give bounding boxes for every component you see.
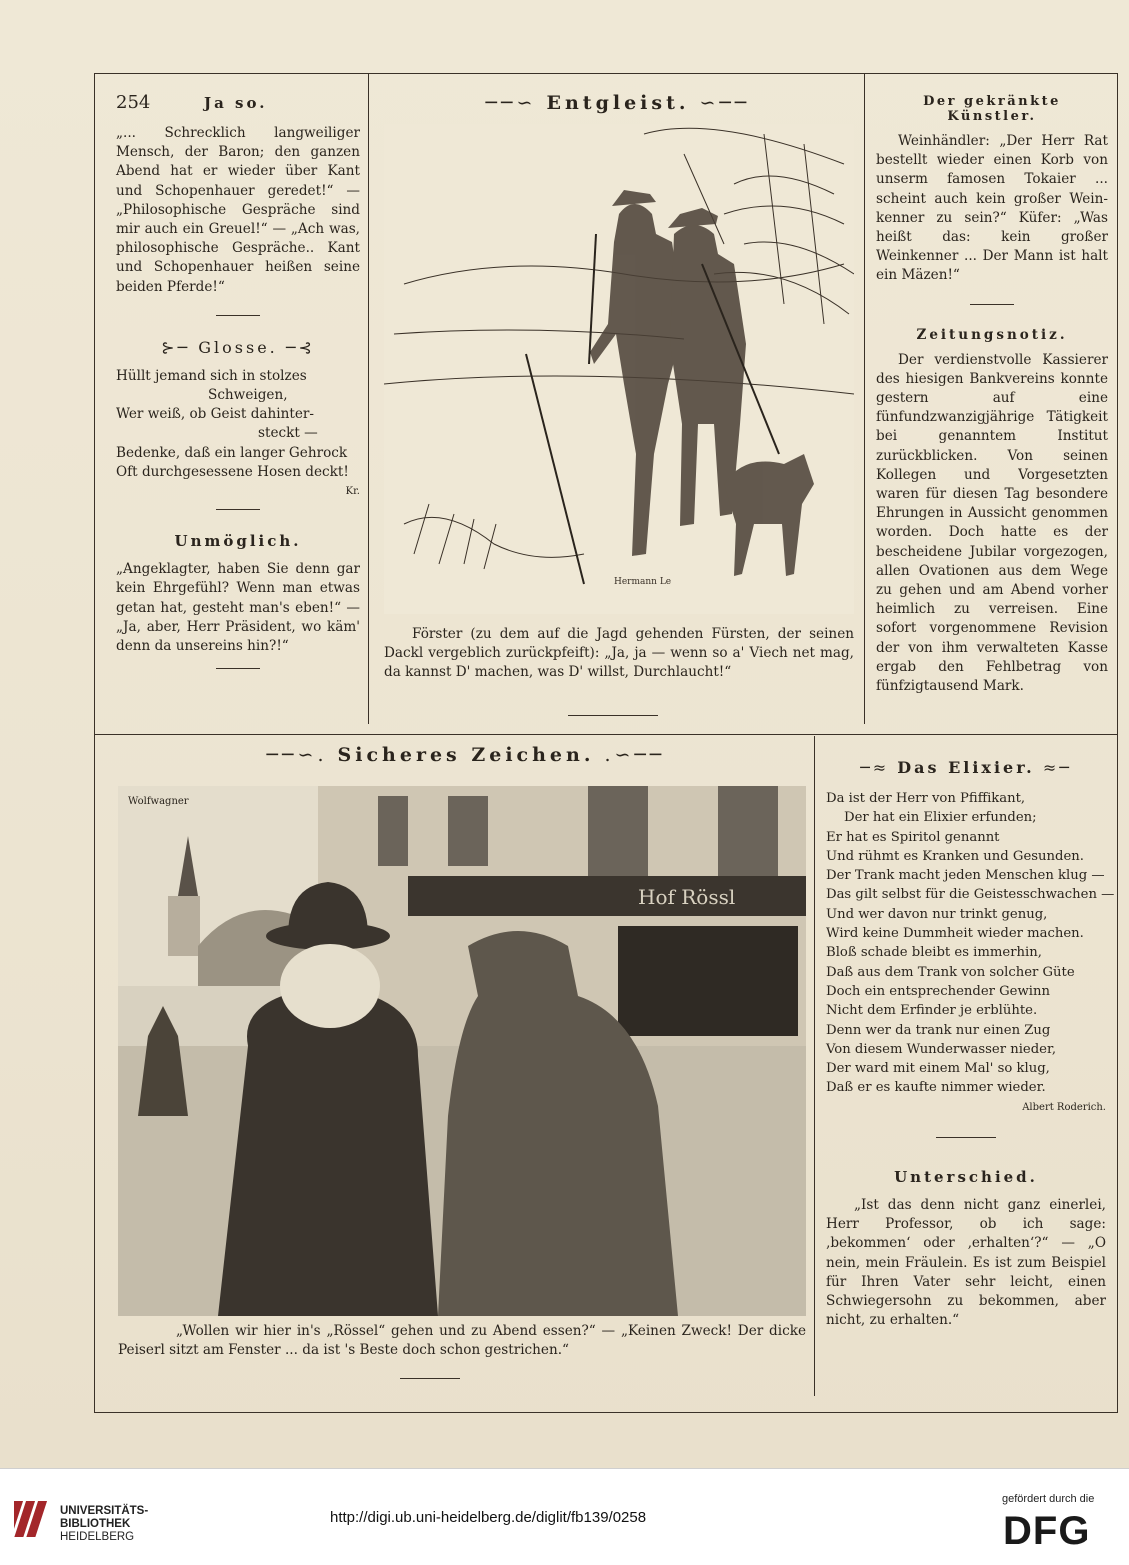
elixier-line: Daß aus dem Trank von solcher Güte (826, 964, 1075, 980)
entgleist-caption-block (384, 625, 854, 683)
street-illustration (118, 786, 806, 1316)
right-lower-column (826, 758, 1115, 1330)
ornament-right: ─⊰ (277, 337, 315, 357)
sponsor-text: gefördert durch die (1002, 1493, 1095, 1505)
ornament-left: ──∽ (485, 92, 547, 114)
elixier-line: Denn wer da trank nur einen Zug (826, 1022, 1051, 1038)
elixier-line: Der ward mit einem Mal' so klug, (826, 1061, 1050, 1077)
bottom-rule (94, 1412, 1118, 1413)
divider (216, 315, 260, 316)
glosse-line: Wer weiß, ob Geist dahinter- (116, 406, 314, 423)
glosse-heading (116, 338, 360, 357)
kuenstler-text: Weinhändler: „Der Herr Rat bestellt wieder einen Korb von unserm famosen Tokaier ... scheint auch kein großer Wein-kenner zu sein?“ Küfer: „Was heißt das: kein großer Weinkenner ... Der Mann ist halt ein Mäzen!“ (876, 133, 1108, 284)
elixier-line: Der hat ein Elixier erfunden; (844, 810, 1037, 826)
glosse-line: Schweigen, (208, 387, 288, 404)
elixier-line: Und wer davon nur trinkt genug, (826, 906, 1048, 922)
dfg-logo: DFG (1003, 1509, 1091, 1553)
column-rule (864, 74, 865, 724)
divider (936, 1137, 996, 1138)
street-drawing (118, 786, 806, 1316)
unmoeglich-title: Unmöglich. (174, 532, 302, 551)
elixier-line: Nicht dem Erfinder je erblühte. (826, 1003, 1038, 1019)
glosse-line: steckt — (258, 425, 318, 442)
elixier-title: Das Elixier. (897, 758, 1035, 777)
sicheres-caption: „Wollen wir hier in's „Rössel“ gehen und zu Abend essen?“ — „Keinen Zweck! Der dicke Peiserl sitzt am Fenster ... da ist 's Beste doch schon gestrichen.“ (118, 1323, 806, 1359)
sicheres-heading-row (110, 744, 822, 766)
unterschied-text: „Ist das denn nicht ganz einerlei, Herr Professor, ob ich sage: ‚bekommen‘ oder ‚erhalten‘?“ — „O nein, mein Fräulein. Es ist zum Beispiel für Ihren Vater sehr leicht, einen Schwiegersohn zu bekommen, aber nicht, zu erhalten.“ (826, 1197, 1106, 1329)
elixier-line: Doch ein entsprechender Gewinn (826, 983, 1050, 999)
digitization-footer (0, 1468, 1129, 1565)
glosse-line: Bedenke, daß ein langer Gehrock (116, 444, 348, 461)
library-logo-icon (14, 1495, 54, 1543)
column-rule (814, 736, 815, 1396)
ornament-right: .∽── (594, 744, 666, 766)
ornament-left: ⊱─ (161, 337, 199, 357)
left-column (116, 92, 360, 669)
elixier-line: Bloß schade bleibt es immerhin, (826, 945, 1042, 961)
glosse-author: Kr. (345, 486, 360, 498)
elixier-line: Das gilt selbst für die Geistesschwachen — (826, 887, 1115, 903)
elixier-line: Er hat es Spiritol genannt (826, 829, 1000, 845)
sicheres-title: Sicheres Zeichen. (337, 744, 595, 766)
elixier-line: Daß er es kaufte nimmer wieder. (826, 1080, 1046, 1096)
library-line: BIBLIOTHEK (60, 1518, 131, 1530)
elixier-line: Der Trank macht jeden Menschen klug — (826, 868, 1105, 884)
ornament-right: ≈─ (1034, 758, 1072, 777)
illustrator-signature: Wolfwagner (128, 796, 189, 807)
column-rule (368, 74, 369, 724)
right-column (876, 94, 1108, 696)
notiz-text: Der verdienstvolle Kassierer des hiesigen Bankvereins konnte gestern auf eine fünfundzwanzigjährige Tätigkeit bei genanntem Institut zurückblicken. Von seinen Kollegen und Vorgesetzten waren für diesen Tag besondere Ehrungen in Aussicht genommen worden. Doch hatte es der bescheidene Jubilar vorgezogen, allen Ovationen aus dem Wege zu gehen und am Abend vorher heimlich zu verreisen. Eine sofort vorgenommene Revision der von ihm verwalteten Kasse ergab den Fehlbetrag von fünfzigtausend Mark. (876, 351, 1108, 695)
elixier-author: Albert Roderich. (1022, 1101, 1106, 1113)
divider (216, 668, 260, 669)
library-line: HEIDELBERG (60, 1531, 135, 1543)
divider (568, 715, 658, 716)
ja-so-title: Ja so. (204, 94, 268, 112)
sicheres-heading (110, 744, 822, 766)
glosse-title: Glosse. (198, 337, 278, 357)
ornament-right: ∽── (689, 92, 751, 114)
section-rule (94, 734, 1118, 735)
entgleist-caption: Förster (zu dem auf die Jagd gehenden Fürsten, der seinen Dackl vergeblich zurückpfeift): „Ja, ja — wenn so a' Viech net mag, da kannst D' machen, was D' willst, Durchlaucht!“ (384, 626, 854, 681)
entgleist-title: Entgleist. (546, 92, 690, 114)
page-number: 254 (116, 92, 151, 113)
ornament-left: ─≈ (860, 758, 898, 777)
elixier-line: Und rühmt es Kranken und Gesunden. (826, 848, 1084, 864)
middle-column (380, 92, 856, 114)
notiz-title: Zeitungsnotiz. (916, 326, 1068, 343)
kuenstler-title: Der gekränkte Künstler. (923, 94, 1061, 124)
left-header (116, 92, 360, 116)
ornament-left: ──∽. (266, 744, 338, 766)
elixier-line: Wird keine Dummheit wieder machen. (826, 926, 1084, 942)
elixier-line: Von diesem Wunderwasser nieder, (826, 1041, 1057, 1057)
glosse-line: Oft durchgesessene Hosen deckt! (116, 463, 349, 480)
elixier-heading (826, 758, 1106, 777)
source-url[interactable]: http://digi.ub.uni-heidelberg.de/diglit/fb139/0258 (330, 1509, 647, 1526)
hunters-illustration (384, 124, 854, 614)
hunters-drawing (384, 124, 854, 614)
glosse-line: Hüllt jemand sich in stolzes (116, 367, 307, 384)
ja-so-text: „... Schrecklich langweiliger Mensch, der Baron; den ganzen Abend hat er wieder über Kant und Schopenhauer geredet!“ — „Philosophische Gespräche sind mir auch ein Greuel!“ — „Ach was, philosophische Gespräche.. Kant und Schopenhauer heißen seine beiden Pferde!“ (116, 125, 360, 295)
unterschied-title: Unterschied. (894, 1168, 1038, 1187)
entgleist-heading (380, 92, 856, 114)
unmoeglich-text: „Angeklagter, haben Sie denn gar kein Ehrgefühl? Wenn man etwas getan hat, gesteht man's eben!“ — „Ja, aber, Herr Präsident, wo käm' denn da unsereins hin?!“ (116, 561, 360, 655)
glosse-poem (116, 367, 360, 501)
artist-signature-text: Hermann Le (614, 577, 672, 587)
sign-text: Hof Rössl (638, 885, 736, 909)
divider (400, 1378, 460, 1379)
library-line: UNIVERSITÄTS- (60, 1505, 149, 1517)
library-name (60, 1505, 148, 1544)
elixier-poem (826, 789, 1115, 1117)
elixier-line: Da ist der Herr von Pfiffikant, (826, 791, 1026, 806)
divider (216, 509, 260, 510)
sicheres-caption-block (118, 1322, 806, 1360)
divider (970, 304, 1014, 305)
